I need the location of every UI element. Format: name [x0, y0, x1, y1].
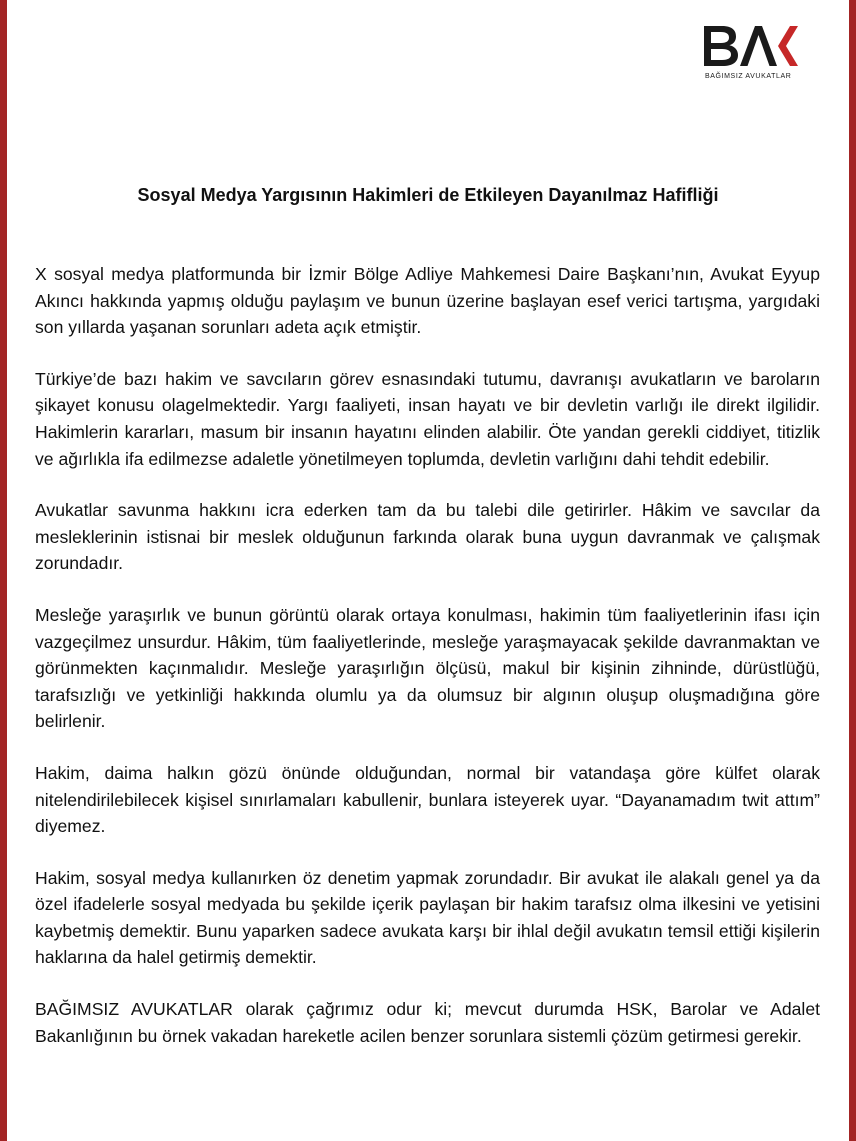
paragraph-3: Avukatlar savunma hakkını icra ederken tam da bu talebi dile getirirler. Hâkim ve savcılar da mesleklerinin istisnai bir meslek olduğunun farkında olarak buna uygun davranmak ve çalışmak zorundadır.	[35, 500, 820, 574]
paragraph-7: BAĞIMSIZ AVUKATLAR olarak çağrımız odur ki; mevcut durumda HSK, Barolar ve Adalet Bakanlığının bu örnek vakadan hareketle acilen benzer sorunlara sistemli çözüm getirmesi gerekir.	[35, 999, 820, 1046]
left-border	[0, 0, 7, 1141]
logo	[700, 22, 810, 84]
logo-caption: BAĞIMSIZ AVUKATLAR	[705, 73, 792, 80]
logo-mark-icon	[700, 22, 804, 70]
paragraph-6: Hakim, sosyal medya kullanırken öz denetim yapmak zorundadır. Bir avukat ile alakalı genel ya da özel ifadelerle sosyal medyada bu şekilde içerik paylaşan bir hakim tarafsız olma ilkesini ve yetisini kaybetmiş demektir. Bunu yaparken sadece avukata karşı bir ihlal değil avukatın temsil ettiği kişilerin haklarına da halel getirmiş demektir.	[35, 867, 820, 968]
paragraph-5: Hakim, daima halkın gözü önünde olduğundan, normal bir vatandaşa göre külfet olarak nitelendirilebilecek kişisel sınırlamaları kabullenir, bunlara isteyerek uyar. “Dayanamadım twit attım” diyemez.	[35, 762, 820, 837]
document-title: Sosyal Medya Yargısının Hakimleri de Etkileyen Dayanılmaz Hafifliği	[137, 185, 719, 205]
paragraph-2: Türkiye’de bazı hakim ve savcıların görev esnasındaki tutumu, davranışı avukatların ve baroların şikayet konusu olagelmektedir. Yargı faaliyeti, insan hayatı ve bir devletin varlığı ile direkt ilgilidir. Hakimlerin kararları, masum bir insanın hayatını elinden alabilir. Öte yandan gerekli ciddiyet, titizlik ve ağırlıkla ifa edilmezse adaletle yönetilmeyen toplumda, devletin varlığını dahi tehdit edebilir.	[35, 368, 820, 469]
right-border	[849, 0, 856, 1141]
document-body	[35, 261, 820, 1074]
paragraph-4: Mesleğe yaraşırlık ve bunun görüntü olarak ortaya konulması, hakimin tüm faaliyetlerinin ifası için vazgeçilmez unsurdur. Hâkim, tüm faaliyetlerinde, mesleğe yaraşmayacak şekilde davranmaktan ve görünmekten kaçınmalıdır. Mesleğe yaraşırlığın ölçüsü, makul bir kişinin zihninde, dürüstlüğü, tarafsızlığı ve yetkinliği hakkında olumlu ya da olumsuz bir algının oluşup oluşmadığına göre belirlenir.	[35, 604, 820, 732]
paragraph-1: X sosyal medya platformunda bir İzmir Bölge Adliye Mahkemesi Daire Başkanı’nın, Avukat Eyyup Akıncı hakkında yapmış olduğu paylaşım ve bunun üzerine başlayan esef verici tartışma, yargıdaki son yıllarda yaşanan sorunları adeta açık etmiştir.	[35, 264, 820, 338]
